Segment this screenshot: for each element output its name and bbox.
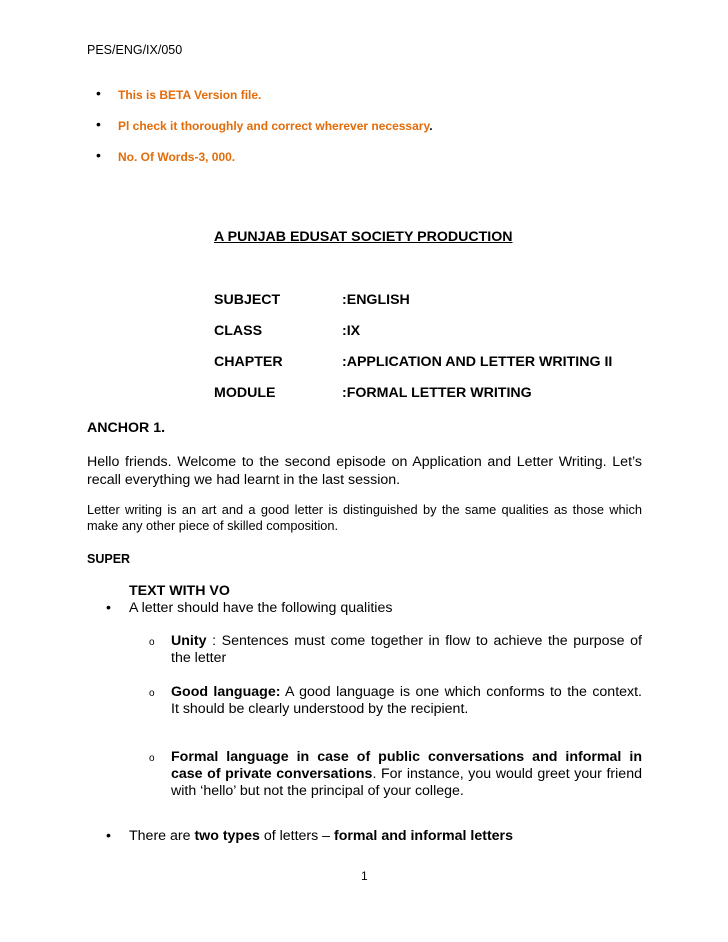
note-item	[118, 119, 433, 133]
bullet-text-bold: formal and informal letters	[334, 828, 513, 844]
note-bullet: •	[96, 147, 101, 163]
anchor-heading: ANCHOR 1.	[87, 420, 166, 436]
bullet-text-part: of letters –	[259, 828, 335, 844]
note-text: Pl check it thoroughly and correct wherever necessary	[118, 119, 430, 133]
quality-line	[171, 766, 642, 782]
quality-line: Formal language in case of public conversations and informal in	[171, 749, 642, 765]
info-value: :FORMAL LETTER WRITING	[342, 385, 532, 401]
quality-formal-language	[171, 749, 642, 799]
quality-line	[171, 684, 642, 700]
quality-line: the letter	[171, 650, 227, 666]
quality-term: Good language:	[171, 684, 281, 700]
note-text: No. Of Words-3, 000.	[118, 150, 236, 164]
sub-bullet-icon: o	[149, 688, 155, 699]
bullet-icon: •	[106, 600, 111, 616]
bullet-text-part: There are	[129, 828, 195, 844]
bullet-text-bold: two types	[194, 828, 260, 844]
info-label: MODULE	[214, 385, 276, 401]
quality-term: case of private conversations	[171, 766, 373, 782]
super-heading: SUPER	[87, 552, 131, 566]
paragraph-line: make any other piece of skilled composition.	[87, 518, 339, 533]
sub-bullet-icon: o	[149, 637, 155, 648]
info-value: :IX	[342, 323, 361, 339]
quality-good-language	[171, 684, 642, 717]
quality-unity	[171, 633, 642, 666]
production-title: A PUNJAB EDUSAT SOCIETY PRODUCTION	[214, 229, 513, 245]
note-text: This is BETA Version file.	[118, 88, 262, 102]
info-value: :ENGLISH	[342, 292, 410, 308]
quality-line	[171, 633, 642, 649]
bullet-icon: •	[106, 828, 111, 844]
document-code: PES/ENG/IX/050	[87, 43, 183, 57]
quality-term: Unity	[171, 633, 207, 649]
info-label: CLASS	[214, 323, 263, 339]
sub-bullet-icon: o	[149, 753, 155, 764]
note-bullet: •	[96, 85, 101, 101]
info-label: SUBJECT	[214, 292, 281, 308]
paragraph-line: Letter writing is an art and a good letter is distinguished by the same qualities as those which	[87, 502, 642, 517]
intro-paragraph	[87, 454, 642, 488]
quality-text: . For instance, you would greet your friend	[372, 766, 642, 782]
info-value: :APPLICATION AND LETTER WRITING II	[342, 354, 613, 370]
art-paragraph	[87, 502, 642, 534]
note-item	[118, 88, 261, 102]
info-label: CHAPTER	[214, 354, 283, 370]
quality-line: with ‘hello’ but not the principal of your college.	[171, 783, 464, 799]
paragraph-line: recall everything we had learnt in the last session.	[87, 472, 401, 488]
page-number: 1	[361, 869, 368, 883]
paragraph-line: Hello friends. Welcome to the second episode on Application and Letter Writing. Let’s	[87, 454, 642, 470]
quality-text: A good language is one which conforms to the context.	[280, 684, 642, 700]
note-suffix: .	[429, 119, 433, 133]
note-bullet: •	[96, 116, 101, 132]
quality-text: : Sentences must come together in flow to achieve the purpose of	[206, 633, 642, 649]
bullet-text: A letter should have the following qualities	[129, 600, 393, 616]
note-item	[118, 150, 235, 164]
bullet-text	[129, 828, 513, 844]
quality-line: It should be clearly understood by the recipient.	[171, 701, 469, 717]
text-with-vo-heading: TEXT WITH VO	[129, 583, 230, 599]
